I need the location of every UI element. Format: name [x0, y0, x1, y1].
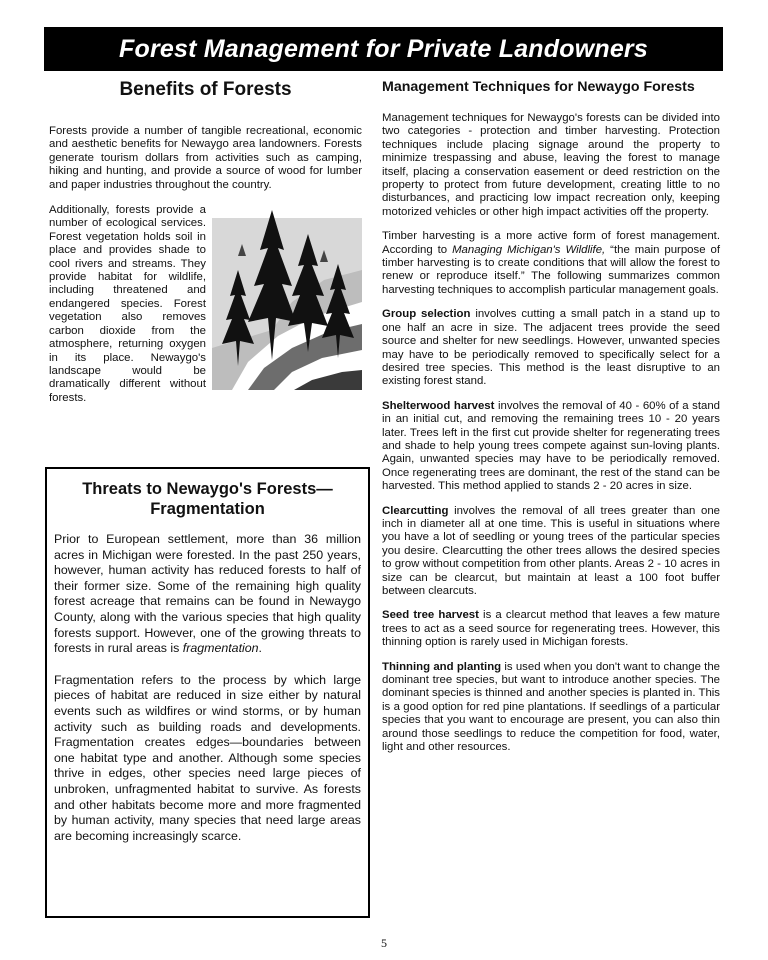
threats-p1-text: Prior to European settlement, more than 36 million acres in Michigan were forested. In the past 250 years, however, human activity has reduced forests to half of their former size. Some of the remaining high quality forest acreage that remains can be found in Newaygo County, along with the various species that high quality forests support. However, one of the growing threats to forests in rural areas is: [54, 532, 361, 656]
threats-paragraph-2: Fragmentation refers to the process by which large pieces of habitat are reduced in size either by natural events such as wildfires or wind storms, or by human activity such as building roads and developments. Fragmentation creates edges—boundaries between one habitat type and another. Although some species thrive in edges, other species need large pieces of unbroken, unfragmented habitat to survive. As forests and other habitats become more and more fragmented by human activity, many species that need large areas are becoming increasingly scarce.: [54, 672, 361, 843]
technique-text: is used when you don't want to change the dominant tree species, but want to introduce another species. The dominant species is thinned and another species is planted in. This is a good option for red pine plantations. If seedlings of a particular species that you want to encourage are present, you can also thin around those seedlings to reduce the competition for food, water, light and other resources.: [382, 660, 720, 754]
management-paragraph-2: [382, 230, 720, 297]
page-banner: [44, 27, 723, 71]
threats-paragraph-1: [54, 532, 361, 657]
banner-title: Forest Management for Private Landowners: [119, 34, 648, 63]
benefits-wrap: [49, 204, 362, 405]
left-column: [49, 76, 362, 405]
technique-term: Clearcutting: [382, 504, 449, 517]
technique-text: involves the removal of all trees greater than one inch in diameter all at one time. This is useful in situations where you have a lot of seedling or young trees of the particular species you desire. Clearcutting the other trees allows the desired species to grow without competition from other plants. Areas 2 - 10 acres in size can be clearcut, but maintain at least a 100 foot buffer between clearcuts.: [382, 504, 720, 597]
technique-term: Seed tree harvest: [382, 609, 479, 622]
management-paragraph-1: Management techniques for Newaygo's forests can be divided into two categories - protection and timber harvesting. Protection techniques include placing signage around the property to minimize trespassing and abuse, leaving the forest to manage itself, placing a conservation easement or deed restriction on the property to protect from future development, creating little to no disturbances, and practicing low impact recreation only, keeping motorized vehicles or other high impact activities off the property.: [382, 112, 720, 218]
technique-text: involves the removal of 40 - 60% of a stand in an initial cut, and removing the remaining trees 10 - 20 years later. Trees left in the first cut provide shelter for regenerating trees and shade to help young trees compete against sun-loving plants. Again, unwanted species may have to be periodically removed. Once regenerating trees are dominant, the rest of the stand can be harvested. This method applied to stands 2 - 20 acres in size.: [382, 399, 720, 493]
management-p2-citation: Managing Michigan's Wildlife,: [452, 243, 606, 256]
threats-box: [45, 467, 370, 918]
technique-text: is a clearcut method that leaves a few mature trees to act as a seed source for regenerating trees. However, this thinning option is rarely used in Michigan forests.: [382, 609, 720, 649]
benefits-heading: Benefits of Forests: [119, 79, 292, 100]
technique-thinning: [382, 661, 720, 755]
page-number: 5: [381, 936, 387, 950]
technique-term: Thinning and planting: [382, 660, 502, 673]
technique-shelterwood: [382, 400, 720, 494]
management-p2-text: Timber harvesting is a more active form of forest management. According to: [382, 230, 720, 256]
technique-term: Group selection: [382, 308, 471, 321]
threats-heading: Threats to Newaygo's Forests—Fragmentation: [82, 480, 333, 518]
technique-text: involves cutting a small patch in a stand up to one half an acre in size. The adjacent trees provide the seed source and shelter for new seedlings. However, unwanted species may have to be periodically removed to specifically select for a desired tree species. This method is the least disruptive to an existing forest stand.: [382, 308, 720, 388]
management-heading: Management Techniques for Newaygo Forests: [382, 79, 695, 95]
technique-seed-tree: [382, 609, 720, 649]
benefits-paragraph-2: Additionally, forests provide a number of ecological services. Forest vegetation holds soil in place and provides shade to cool rivers and streams. They provide habitat for wildlife, including threatened and endangered species. Forest vegetation also removes carbon dioxide from the atmosphere, returning oxygen in its place. Newaygo's landscape would be dramatically different without forests.: [49, 204, 206, 404]
pine-trees-illustration-icon: [212, 210, 362, 390]
benefits-paragraph-1: Forests provide a number of tangible recreational, economic and aesthetic benefits for Newaygo area landowners. Forests generate tourism dollars from activities such as camping, hiking and hunting, and provide a source of wood for lumber and paper industries throughout the country.: [49, 125, 362, 191]
technique-clearcutting: [382, 505, 720, 599]
right-column: [382, 76, 720, 754]
threats-p1-end: .: [258, 641, 262, 656]
technique-group-selection: [382, 308, 720, 388]
management-p2-quote: “the main purpose of timber harvesting is to create conditions that will allow the forest to renew or reproduce itself.” The following summarizes common harvesting techniques to accomplish particular management goals.: [382, 243, 720, 296]
technique-term: Shelterwood harvest: [382, 399, 495, 412]
threats-p1-emphasis: fragmentation: [182, 641, 259, 656]
